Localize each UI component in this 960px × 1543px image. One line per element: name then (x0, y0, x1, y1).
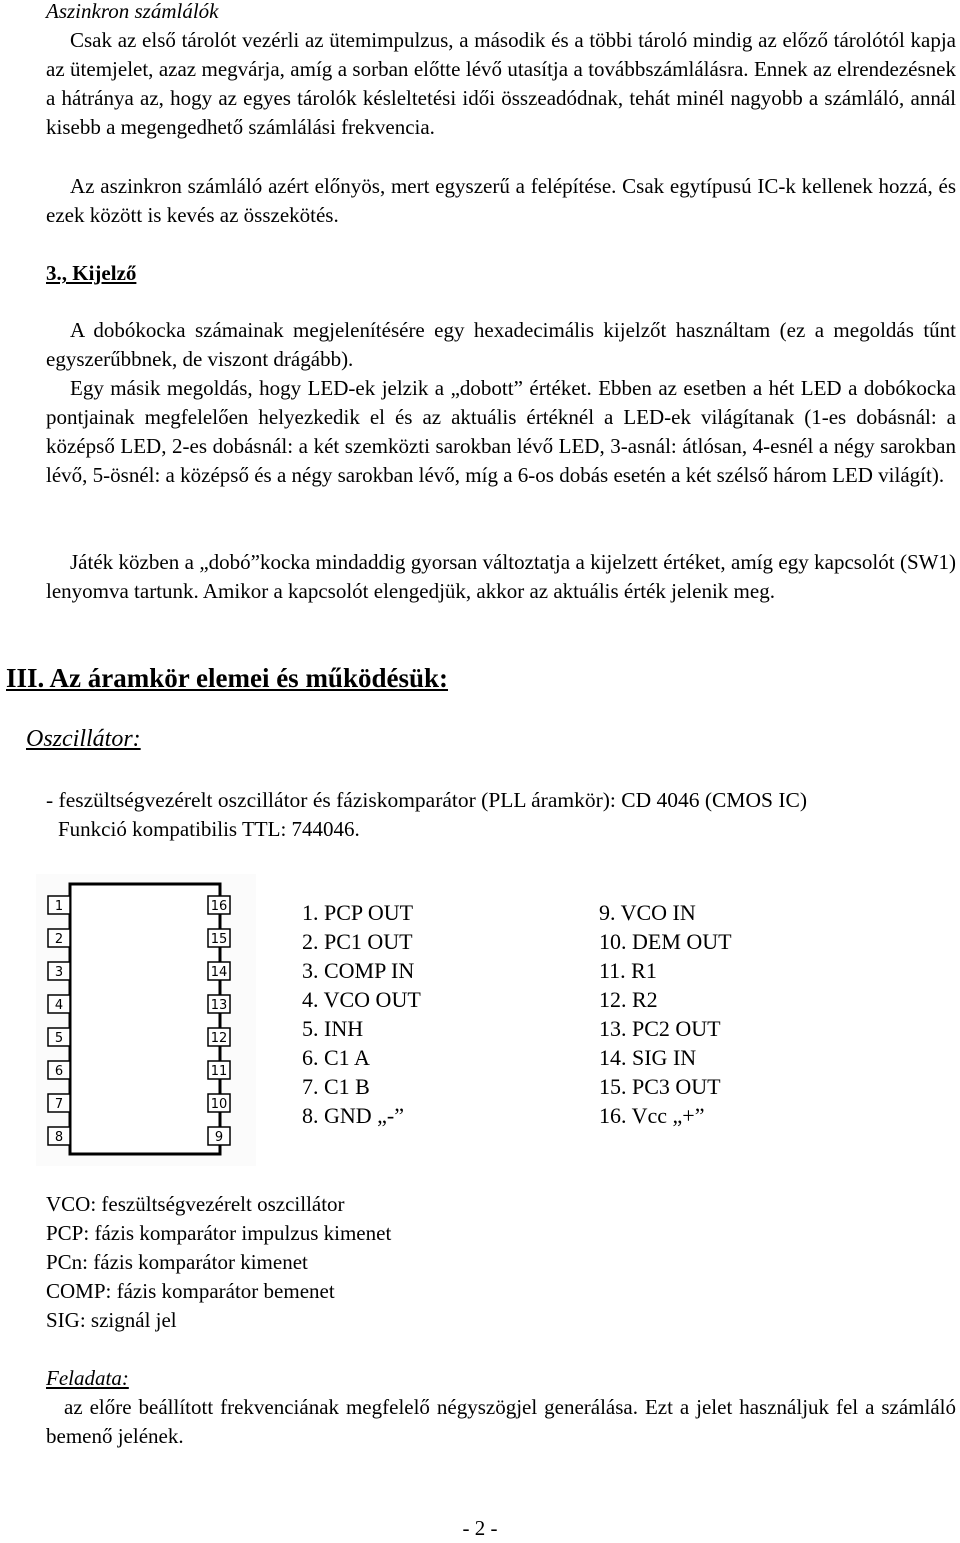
oscillator-line-pll: - feszültségvezérelt oszcillátor és fáziskomparátor (PLL áramkör): CD 4046 (CMOS IC) (46, 788, 808, 812)
pin-item: 3. COMP IN (302, 958, 415, 983)
legend-line: COMP: fázis komparátor bemenet (46, 1279, 335, 1303)
svg-text:9: 9 (214, 1130, 224, 1145)
chip-pin-right (208, 1061, 230, 1079)
section-title-async-counters: Aszinkron számlálók (46, 0, 219, 23)
svg-text:14: 14 (210, 965, 228, 980)
svg-text:12: 12 (210, 1031, 228, 1046)
pin-item: 4. VCO OUT (302, 987, 421, 1012)
svg-text:13: 13 (210, 998, 228, 1013)
pin-item: 10. DEM OUT (599, 929, 732, 954)
svg-text:1: 1 (54, 899, 64, 914)
legend-line: VCO: feszültségvezérelt oszcillátor (46, 1192, 345, 1216)
pin-item: 16. Vcc „+” (599, 1103, 705, 1128)
main-heading-circuit-elements: III. Az áramkör elemei és működésük: (6, 663, 448, 693)
abbreviation-legend (46, 1190, 956, 1335)
chip-pin-left (48, 1061, 70, 1079)
pin-item: 5. INH (302, 1016, 364, 1041)
svg-text:16: 16 (210, 899, 228, 914)
pin-item: 9. VCO IN (599, 900, 696, 925)
pin-item: 7. C1 B (302, 1074, 370, 1099)
svg-text:5: 5 (54, 1031, 64, 1046)
chip-pin-left (48, 1028, 70, 1046)
pin-item: 11. R1 (599, 958, 657, 983)
pin-item: 6. C1 A (302, 1045, 370, 1070)
chip-pin-left (48, 1127, 70, 1145)
svg-text:8: 8 (54, 1130, 64, 1145)
chip-pin-right (208, 1094, 230, 1112)
subheading-task: Feladata: (46, 1366, 129, 1390)
chip-pin-right (208, 962, 230, 980)
pin-list-right (599, 898, 732, 1130)
page-number: - 2 - (462, 1516, 498, 1540)
chip-pin-left (48, 1094, 70, 1112)
pin-item: 8. GND „-” (302, 1103, 405, 1128)
svg-text:4: 4 (54, 998, 64, 1013)
oscillator-line-ttl: Funkció kompatibilis TTL: 744046. (58, 817, 360, 841)
svg-text:7: 7 (54, 1097, 64, 1112)
chip-pin-right (208, 896, 230, 914)
chip-pin-right (208, 1028, 230, 1046)
legend-line: PCn: fázis komparátor kimenet (46, 1250, 308, 1274)
paragraph-game-play: Játék közben a „dobó”kocka mindaddig gyorsan változtatja a kijelzett értéket, amíg egy kapcsolót (SW1) lenyomva tartunk. Amikor a kapcsolót elengedjük, akkor az aktuális érték jelenik meg. (46, 550, 956, 603)
pin-item: 13. PC2 OUT (599, 1016, 721, 1041)
pin-item: 15. PC3 OUT (599, 1074, 721, 1099)
svg-text:2: 2 (54, 932, 64, 947)
ic-pinout-diagram (36, 874, 256, 1166)
svg-text:3: 3 (54, 965, 64, 980)
pin-item: 2. PC1 OUT (302, 929, 413, 954)
chip-pin-right (208, 1127, 230, 1145)
section-heading-display: 3., Kijelző (46, 261, 137, 285)
legend-line: PCP: fázis komparátor impulzus kimenet (46, 1221, 392, 1245)
chip-pin-left (48, 962, 70, 980)
svg-text:11: 11 (210, 1064, 228, 1079)
pin-item: 12. R2 (599, 987, 658, 1012)
legend-line: SIG: szignál jel (46, 1308, 177, 1332)
chip-pin-left (48, 896, 70, 914)
paragraph-async-advantage: Az aszinkron számláló azért előnyös, mert egyszerű a felépítése. Csak egytípusú IC-k kellenek hozzá, és ezek között is kevés az összekötés. (46, 174, 956, 227)
chip-pin-left (48, 929, 70, 947)
svg-text:15: 15 (210, 932, 228, 947)
chip-pin-left (48, 995, 70, 1013)
pin-list-left (302, 898, 421, 1130)
pin-item: 1. PCP OUT (302, 900, 414, 925)
chip-pin-right (208, 929, 230, 947)
chip-pin-right (208, 995, 230, 1013)
paragraph-hex-display: A dobókocka számainak megjelenítésére egy hexadecimális kijelzőt használtam (ez a megoldás tűnt egyszerűbbnek, de viszont drágább). (46, 318, 956, 371)
subheading-oscillator: Oszcillátor: (26, 726, 141, 752)
paragraph-task: az előre beállított frekvenciának megfelelő négyszögjel generálása. Ezt a jelet használjuk fel a számláló bemenő jelének. (46, 1395, 956, 1448)
svg-text:6: 6 (54, 1064, 64, 1079)
paragraph-led-solution: Egy másik megoldás, hogy LED-ek jelzik a „dobott” értéket. Ebben az esetben a hét LED a dobókocka pontjainak megfelelően helyezkedik el és az aktuális értéknél a LED-ek világítanak (1-es dobásnál: a középső LED, 2-es dobásnál: a két szemközti sarokban lévő LED, 3-asnál: átlósan, 4-esnél a négy sarokban lévő, 5-ösnél: a középső és a négy sarokban lévő, míg a 6-os dobás esetén a két szélső három LED világít). (46, 376, 956, 487)
pin-item: 14. SIG IN (599, 1045, 697, 1070)
svg-text:10: 10 (210, 1097, 228, 1112)
paragraph-async-description: Csak az első tárolót vezérli az ütemimpulzus, a második és a többi tároló mindig az előző tárolótól kapja az ütemjelet, azaz megvárja, amíg a sorban előtte lévő utasítja a továbbszámlálásra. Ennek az elrendezésnek a hátránya az, hogy az egyes tárolók késleltetési idői összeadódnak, tehát minél nagyobb a számláló, annál kisebb a megengedhető számlálási frekvencia. (46, 28, 956, 139)
